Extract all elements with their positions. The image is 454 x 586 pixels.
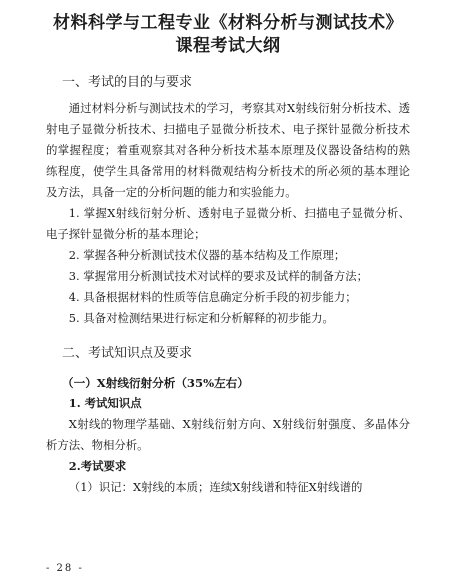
title-line-2: 课程考试大纲 [175,36,281,56]
list-item: 3. 掌握常用分析测试技术对试样的要求及试样的制备方法； [68,269,369,283]
list-item: 4. 具备根据材料的性质等信息确定分析手段的初步能力； [68,290,357,304]
section-1-heading: 一、考试的目的与要求 [62,75,193,90]
requirements-heading: 2.考试要求 [68,459,127,473]
title-line-1: 材料科学与工程专业《材料分析与测试技术》 [53,13,403,33]
list-item: 2. 掌握各种分析测试技术仪器的基本结构及工作原理； [68,248,346,262]
list-item: 5. 具备对检测结果进行标定和分析解释的初步能力。 [68,311,334,325]
part-1-title: （一）X射线衍射分析（35%左右） [62,376,249,390]
page-number: - 28 - [46,563,84,574]
section-2-heading: 二、考试知识点及要求 [62,346,193,361]
requirements-text: （1）识记：X射线的本质；连续X射线谱和特征X射线谱的 [68,480,363,494]
knowledge-text: X射线的物理学基础、X射线衍射方向、X射线衍射强度、多晶体分析方法、物相分析。 [46,417,410,452]
section-1-intro: 通过材料分析与测试技术的学习，考察其对X射线衍射分析技术、透射电子显微分析技术、扫描电子显微分析技术、电子探针显微分析技术的掌握程度；着重观察其对各种分析技术基本原理及仪器设备结构的熟练程度，使学生具备常用的材料微观结构分析技术的所必须的基本理论及方法，具备一定的分析问题的能力和实验能力。 [46,101,410,199]
document-title [46,12,410,58]
list-item: 1. 掌握X射线衍射分析、透射电子显微分析、扫描电子显微分析、电子探针显微分析的基本理论； [46,206,410,241]
knowledge-heading: 1. 考试知识点 [68,396,142,410]
